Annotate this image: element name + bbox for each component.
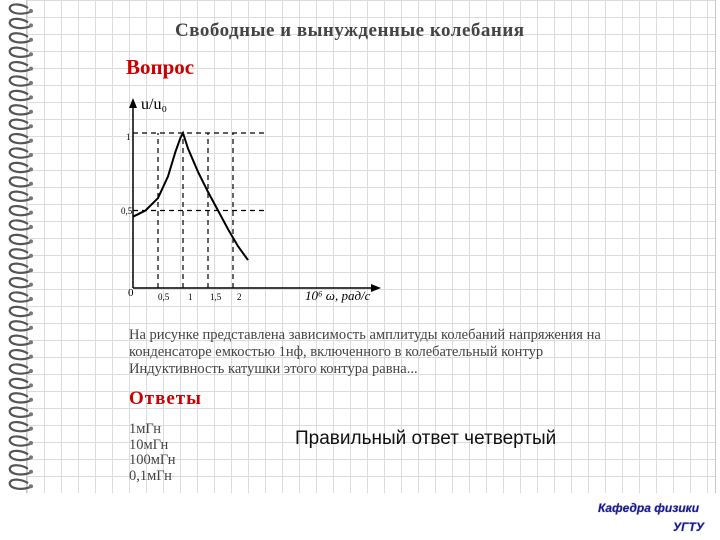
x-axis-arrow	[371, 284, 381, 292]
binding-ring	[10, 436, 30, 445]
binding-ring	[10, 148, 30, 157]
binding-ring	[10, 48, 30, 57]
binding-ring	[10, 292, 30, 301]
x-tick-1.5: 1,5	[210, 292, 222, 302]
binding-ring	[10, 278, 30, 287]
x-tick-0.5: 0,5	[158, 292, 170, 302]
question-text	[129, 327, 709, 378]
binding-hole	[29, 283, 33, 287]
binding-ring	[10, 465, 30, 474]
question-line-2: конденсаторе емкостью 1нф, включенного в колебательный контур	[129, 344, 544, 360]
binding-hole	[29, 369, 33, 373]
answer-option-1[interactable]: 1мГн	[129, 421, 162, 437]
slide-title: Свободные и вынужденные колебания	[175, 20, 525, 41]
binding-ring	[10, 220, 30, 229]
binding-ring	[10, 408, 30, 417]
answers-list	[129, 422, 176, 484]
binding-ring	[10, 350, 30, 359]
binding-hole	[29, 398, 33, 402]
binding-hole	[29, 297, 33, 301]
binding-ring	[10, 76, 30, 85]
answer-option-3[interactable]: 100мГн	[129, 452, 176, 468]
binding-hole	[29, 38, 33, 42]
binding-ring	[10, 307, 30, 316]
binding-ring	[10, 91, 30, 100]
binding-hole	[29, 9, 33, 13]
resonance-curve	[133, 133, 248, 260]
binding-hole	[29, 196, 33, 200]
binding-hole	[29, 355, 33, 359]
binding-hole	[29, 95, 33, 99]
y-axis-arrow	[129, 98, 137, 108]
binding-ring	[10, 206, 30, 215]
binding-ring	[10, 393, 30, 402]
answer-option-4[interactable]: 0,1мГн	[129, 467, 172, 484]
binding-ring	[10, 19, 30, 28]
footer-department: Кафедра физики	[598, 501, 700, 515]
binding-hole	[29, 139, 33, 143]
binding-ring	[10, 177, 30, 186]
binding-ring	[10, 480, 30, 489]
binding-hole	[29, 326, 33, 330]
y-axis-label: u/u₀	[141, 96, 168, 113]
binding-hole	[29, 383, 33, 387]
notebook-page	[26, 0, 716, 493]
binding-hole	[29, 455, 33, 459]
binding-hole	[29, 412, 33, 416]
binding-hole	[29, 110, 33, 114]
binding-hole	[29, 52, 33, 56]
binding-hole	[29, 311, 33, 315]
question-line-3: Индуктивность катушки этого контура равна...	[129, 361, 418, 377]
binding-ring	[10, 422, 30, 431]
binding-ring	[10, 249, 30, 258]
x-tick-2: 2	[237, 292, 242, 302]
binding-hole	[29, 153, 33, 157]
binding-hole	[29, 484, 33, 488]
binding-hole	[29, 124, 33, 128]
binding-ring	[10, 192, 30, 201]
binding-ring	[10, 235, 30, 244]
x-tick-1: 1	[188, 292, 193, 302]
y-tick-1: 1	[126, 132, 131, 142]
binding-ring	[10, 33, 30, 42]
binding-hole	[29, 167, 33, 171]
question-line-1: На рисунке представлена зависимость амплитуды колебаний напряжения на	[129, 327, 601, 343]
binding-ring	[10, 62, 30, 71]
binding-ring	[10, 264, 30, 273]
binding-hole	[29, 239, 33, 243]
resonance-chart	[115, 92, 385, 312]
binding-hole	[29, 427, 33, 431]
binding-ring	[10, 451, 30, 460]
binding-ring	[10, 163, 30, 172]
x-axis-label: 10⁶ ω, рад/с	[305, 288, 371, 303]
binding-ring	[10, 364, 30, 373]
binding-ring	[10, 321, 30, 330]
answers-heading: Ответы	[129, 388, 202, 409]
binding-hole	[29, 254, 33, 258]
answer-option-2[interactable]: 10мГн	[129, 436, 169, 453]
binding-ring	[10, 379, 30, 388]
binding-hole	[29, 268, 33, 272]
binding-hole	[29, 211, 33, 215]
origin-label: 0	[128, 287, 134, 299]
binding-ring	[10, 105, 30, 114]
binding-ring	[10, 336, 30, 345]
binding-ring	[10, 120, 30, 129]
spiral-binding	[0, 0, 48, 495]
footer-university: УГТУ	[673, 520, 704, 534]
binding-hole	[29, 23, 33, 27]
binding-ring	[10, 4, 30, 13]
binding-hole	[29, 182, 33, 186]
binding-hole	[29, 470, 33, 474]
binding-hole	[29, 441, 33, 445]
binding-hole	[29, 81, 33, 85]
binding-hole	[29, 225, 33, 229]
binding-ring	[10, 134, 30, 143]
binding-hole	[29, 340, 33, 344]
correct-answer-note: Правильный ответ четвертый	[295, 428, 557, 449]
question-heading: Вопрос	[126, 55, 195, 79]
binding-hole	[29, 67, 33, 71]
y-tick-0.5: 0,5	[121, 206, 133, 216]
